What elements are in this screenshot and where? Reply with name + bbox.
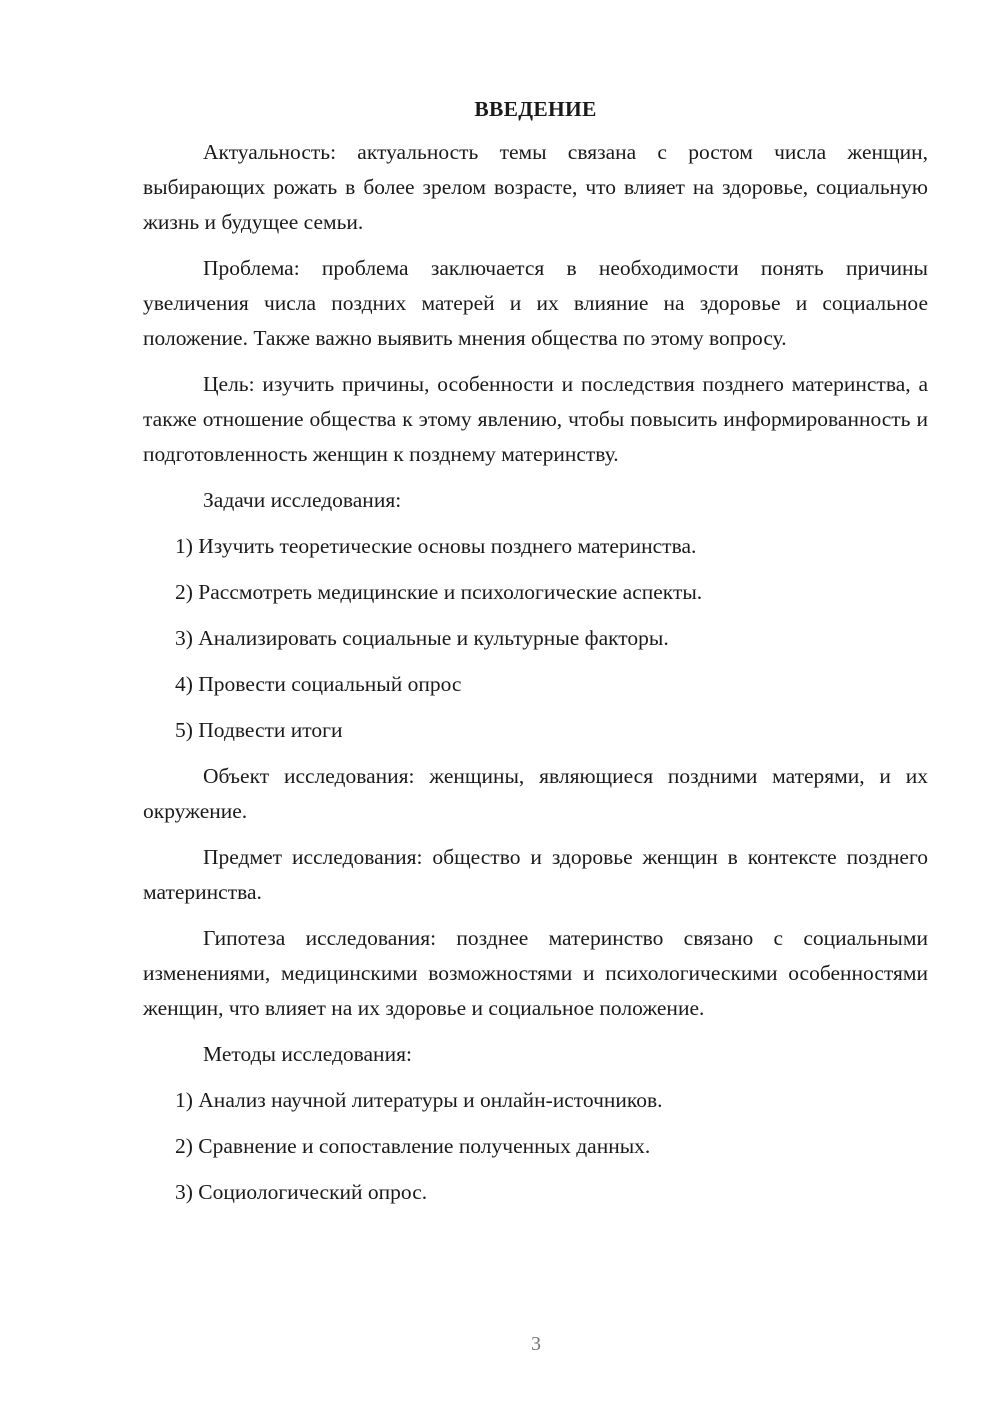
method-item: 2) Сравнение и сопоставление полученных данных. bbox=[175, 1134, 651, 1158]
hypothesis-paragraph: Гипотеза исследования: позднее материнство связано с социальными изменениями, медицинскими возможностями и психологическими особенностями женщин, что влияет на их здоровье и социальное положение. bbox=[143, 926, 928, 1020]
task-item: 4) Провести социальный опрос bbox=[175, 672, 462, 696]
subject-paragraph: Предмет исследования: общество и здоровье женщин в контексте позднего материнства. bbox=[143, 845, 928, 904]
task-item: 5) Подвести итоги bbox=[175, 718, 343, 742]
task-item: 2) Рассмотреть медицинские и психологические аспекты. bbox=[175, 580, 703, 604]
goal-paragraph: Цель: изучить причины, особенности и последствия позднего материнства, а также отношение общества к этому явлению, чтобы повысить информированность и подготовленность женщин к позднему материнству. bbox=[143, 372, 928, 466]
task-item: 3) Анализировать социальные и культурные факторы. bbox=[175, 626, 669, 650]
problem-paragraph: Проблема: проблема заключается в необходимости понять причины увеличения числа поздних матерей и их влияние на здоровье и социальное положение. Также важно выявить мнения общества по этому вопросу. bbox=[143, 256, 928, 350]
page-title: ВВЕДЕНИЕ bbox=[474, 97, 597, 121]
task-item: 1) Изучить теоретические основы позднего материнства. bbox=[175, 534, 697, 558]
page-content bbox=[143, 92, 928, 1221]
object-paragraph: Объект исследования: женщины, являющиеся поздними матерями, и их окружение. bbox=[143, 764, 928, 823]
method-item: 3) Социологический опрос. bbox=[175, 1180, 428, 1204]
method-item: 1) Анализ научной литературы и онлайн-источников. bbox=[175, 1088, 663, 1112]
methods-heading: Методы исследования: bbox=[203, 1042, 412, 1066]
page-number: 3 bbox=[531, 1333, 541, 1355]
tasks-heading: Задачи исследования: bbox=[203, 488, 402, 512]
relevance-paragraph: Актуальность: актуальность темы связана с ростом числа женщин, выбирающих рожать в более зрелом возрасте, что влияет на здоровье, социальную жизнь и будущее семьи. bbox=[143, 140, 928, 234]
